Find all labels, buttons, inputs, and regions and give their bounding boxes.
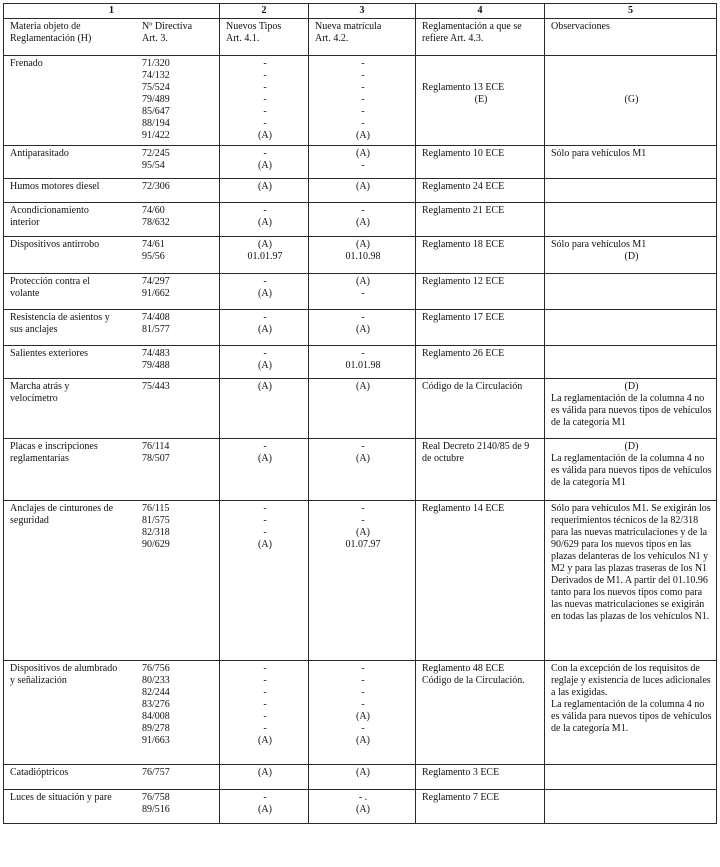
directiva-number: 80/233 xyxy=(142,675,170,686)
directiva-number: 84/008 xyxy=(142,711,170,722)
nuevos-tipos-value: - xyxy=(263,723,267,734)
materia-text: Placas e inscripciones xyxy=(10,441,98,452)
reglamentacion-text: Reglamento 17 ECE xyxy=(422,312,505,323)
reglamentacion-cell xyxy=(416,274,545,310)
header-nueva-matricula-line-1: Nueva matrícula xyxy=(315,21,382,32)
observaciones-text: Sólo para vehículos M1. Se exigirán los requerimientos técnicos de la 82/318 para las nuevas matriculaciones y de la 90/629 para los nuevos tipos en las plazas delanteras de los vehículos N1 y M2 y para las plazas traseras de los N1 Derivados de M1. A partir del 01.10.96 tanto para los nuevos tipos como para las nuevas matriculaciones se exigirán en todas las plazas de los vehículos N1. xyxy=(551,503,711,622)
nuevos-tipos-value: - xyxy=(263,663,267,674)
reglamentacion-text: Reglamento 10 ECE xyxy=(422,148,505,159)
nueva-matricula-cell xyxy=(309,203,416,237)
reglamentacion-cell xyxy=(416,346,545,379)
observaciones-cell xyxy=(545,146,717,179)
reglamentacion-text: Reglamento 21 ECE xyxy=(422,205,505,216)
nueva-matricula-value: - xyxy=(361,288,365,299)
observaciones-text: La reglamentación de la columna 4 no es válida para nuevos tipos de vehículos de la categoría M1. xyxy=(551,699,712,734)
materia-cell xyxy=(4,501,220,661)
nueva-matricula-value: 01.10.98 xyxy=(345,251,381,262)
nueva-matricula-cell xyxy=(309,237,416,274)
observaciones-text xyxy=(551,82,712,94)
nueva-matricula-value: (A) xyxy=(356,324,370,335)
nuevos-tipos-value: (A) xyxy=(258,360,272,371)
directiva-number: 78/507 xyxy=(142,453,170,464)
directiva-number: 81/575 xyxy=(142,515,170,526)
observaciones-text: Con la excepción de los requisitos de reglaje y existencia de luces adicionales a las exigidas. xyxy=(551,663,711,698)
nuevos-tipos-cell xyxy=(220,56,309,146)
nuevos-tipos-cell xyxy=(220,310,309,346)
observaciones-text: La reglamentación de la columna 4 no es válida para nuevos tipos de vehículos de la categoría M1 xyxy=(551,393,712,428)
observaciones-text: Sólo para vehículos M1 xyxy=(551,148,647,159)
materia-cell xyxy=(4,203,220,237)
nueva-matricula-cell xyxy=(309,274,416,310)
materia-text: Antiparasitado xyxy=(10,148,69,159)
materia-text: seguridad xyxy=(10,515,49,526)
observaciones-cell xyxy=(545,501,717,661)
directiva-number: 95/56 xyxy=(142,251,165,262)
directiva-number: 76/114 xyxy=(142,441,170,452)
nueva-matricula-value: - xyxy=(361,70,365,81)
directiva-number: 91/662 xyxy=(142,288,170,299)
directiva-number: 83/276 xyxy=(142,699,170,710)
nuevos-tipos-cell xyxy=(220,203,309,237)
reglamentacion-text: Reglamento 7 ECE xyxy=(422,792,500,803)
directiva-number: 95/54 xyxy=(142,160,165,171)
materia-cell xyxy=(4,379,220,439)
reglamentacion-text: Reglamento 26 ECE xyxy=(422,348,505,359)
nuevos-tipos-value: (A) xyxy=(258,453,272,464)
table-row xyxy=(4,501,717,661)
nuevos-tipos-cell xyxy=(220,439,309,501)
observaciones-cell xyxy=(545,790,717,824)
directiva-number: 78/632 xyxy=(142,217,170,228)
nuevos-tipos-cell xyxy=(220,237,309,274)
nuevos-tipos-value: - xyxy=(263,148,267,159)
nueva-matricula-cell xyxy=(309,661,416,765)
observaciones-cell xyxy=(545,346,717,379)
column-number-row xyxy=(4,4,717,19)
table-row xyxy=(4,179,717,203)
materia-text: sus anclajes xyxy=(10,324,58,335)
nuevos-tipos-value: (A) xyxy=(258,130,272,141)
header-nuevos-tipos-cell xyxy=(220,19,309,56)
materia-text: interior xyxy=(10,217,40,228)
nuevos-tipos-value: - xyxy=(263,503,267,514)
table-row xyxy=(4,765,717,790)
table-row xyxy=(4,379,717,439)
nuevos-tipos-value: - xyxy=(263,699,267,710)
directiva-number: 76/756 xyxy=(142,663,170,674)
table-row xyxy=(4,274,717,310)
nuevos-tipos-value: - xyxy=(263,687,267,698)
nuevos-tipos-value: - xyxy=(263,441,267,452)
nueva-matricula-value: 01.07.97 xyxy=(345,539,381,550)
nuevos-tipos-cell xyxy=(220,146,309,179)
nueva-matricula-value: (A) xyxy=(356,217,370,228)
directiva-number: 90/629 xyxy=(142,539,170,550)
materia-cell xyxy=(4,439,220,501)
directiva-number: 89/516 xyxy=(142,804,170,815)
regulation-table-page xyxy=(3,3,716,824)
table-row xyxy=(4,56,717,146)
directiva-number: 75/443 xyxy=(142,381,170,392)
nueva-matricula-cell xyxy=(309,439,416,501)
directiva-number: 89/278 xyxy=(142,723,170,734)
nueva-matricula-value: (A) xyxy=(356,381,370,392)
nueva-matricula-cell xyxy=(309,179,416,203)
observaciones-cell xyxy=(545,439,717,501)
nueva-matricula-value: - xyxy=(361,441,365,452)
header-materia-line-1: Materia objeto de xyxy=(10,21,81,32)
table-row xyxy=(4,661,717,765)
reglamentacion-cell xyxy=(416,179,545,203)
materia-text: Catadióptricos xyxy=(10,767,69,778)
materia-text: Anclajes de cinturones de xyxy=(10,503,114,514)
reglamentacion-cell xyxy=(416,379,545,439)
nueva-matricula-value: (A) xyxy=(356,276,370,287)
directiva-number: 91/663 xyxy=(142,735,170,746)
directiva-number: 71/320 xyxy=(142,58,170,69)
materia-text: Marcha atrás y xyxy=(10,381,70,392)
reglamentacion-cell xyxy=(416,310,545,346)
directiva-number: 91/422 xyxy=(142,130,170,141)
nueva-matricula-cell xyxy=(309,56,416,146)
column-number-3: 3 xyxy=(309,4,416,19)
directiva-number: 85/647 xyxy=(142,106,170,117)
observaciones-text: (D) xyxy=(624,441,639,452)
reglamentacion-cell xyxy=(416,146,545,179)
reglamentacion-cell xyxy=(416,790,545,824)
reglamentacion-text xyxy=(422,58,540,70)
observaciones-text xyxy=(551,58,712,70)
materia-text: volante xyxy=(10,288,40,299)
column-number-2: 2 xyxy=(220,4,309,19)
nuevos-tipos-cell xyxy=(220,346,309,379)
reglamentacion-text: Reglamento 24 ECE xyxy=(422,181,505,192)
directiva-number: 75/524 xyxy=(142,82,170,93)
reglamentacion-cell xyxy=(416,237,545,274)
header-directiva-line-1: Nº Directiva xyxy=(142,21,193,32)
observaciones-text xyxy=(551,70,712,82)
column-number-5: 5 xyxy=(545,4,717,19)
materia-text: Humos motores diesel xyxy=(10,181,100,192)
nuevos-tipos-value: (A) xyxy=(258,735,272,746)
nueva-matricula-value: - xyxy=(361,82,365,93)
header-nueva-matricula-line-2: Art. 4.2. xyxy=(315,33,349,44)
nuevos-tipos-value: (A) xyxy=(258,288,272,299)
directiva-number: 72/245 xyxy=(142,148,170,159)
reglamentacion-cell xyxy=(416,439,545,501)
table-row xyxy=(4,146,717,179)
reglamentacion-cell xyxy=(416,203,545,237)
nuevos-tipos-value: - xyxy=(263,70,267,81)
nuevos-tipos-cell xyxy=(220,790,309,824)
nueva-matricula-value: - xyxy=(361,699,365,710)
observaciones-cell xyxy=(545,203,717,237)
nueva-matricula-value: - xyxy=(361,160,365,171)
nueva-matricula-value: (A) xyxy=(356,767,370,778)
nueva-matricula-value: (A) xyxy=(356,148,370,159)
nuevos-tipos-value: (A) xyxy=(258,217,272,228)
reglamentacion-text: Código de la Circulación xyxy=(422,381,523,392)
nuevos-tipos-value: - xyxy=(263,276,267,287)
column-number-4: 4 xyxy=(416,4,545,19)
nueva-matricula-cell xyxy=(309,765,416,790)
nueva-matricula-value: (A) xyxy=(356,453,370,464)
nuevos-tipos-cell xyxy=(220,661,309,765)
nuevos-tipos-cell xyxy=(220,274,309,310)
nueva-matricula-value: - xyxy=(361,663,365,674)
nueva-matricula-cell xyxy=(309,310,416,346)
directiva-number: 74/61 xyxy=(142,239,165,250)
nuevos-tipos-value: (A) xyxy=(258,160,272,171)
nueva-matricula-cell xyxy=(309,379,416,439)
header-row xyxy=(4,19,717,56)
reglamentacion-text: Código de la Circulación. xyxy=(422,675,525,686)
observaciones-cell xyxy=(545,765,717,790)
directiva-number: 74/483 xyxy=(142,348,170,359)
directiva-number: 74/297 xyxy=(142,276,170,287)
nueva-matricula-value: - xyxy=(361,205,365,216)
directiva-number: 88/194 xyxy=(142,118,170,129)
nuevos-tipos-value: (A) xyxy=(258,324,272,335)
header-observaciones-cell xyxy=(545,19,717,56)
header-reglamentacion-line-1: Reglamentación a que se xyxy=(422,21,522,32)
materia-text: Dispositivos antirrobo xyxy=(10,239,100,250)
materia-cell xyxy=(4,237,220,274)
header-reglamentacion-line-2: refiere Art. 4.3. xyxy=(422,33,484,44)
nueva-matricula-value: (A) xyxy=(356,804,370,815)
reglamentacion-cell xyxy=(416,56,545,146)
nuevos-tipos-value: - xyxy=(263,205,267,216)
observaciones-cell xyxy=(545,179,717,203)
observaciones-text: Sólo para vehículos M1 xyxy=(551,239,647,250)
nuevos-tipos-value: - xyxy=(263,82,267,93)
header-nuevos-tipos-line-2: Art. 4.1. xyxy=(226,33,260,44)
nueva-matricula-value: - xyxy=(361,348,365,359)
nuevos-tipos-value: (A) xyxy=(258,181,272,192)
header-materia-cell xyxy=(4,19,220,56)
directiva-number: 79/488 xyxy=(142,360,170,371)
nueva-matricula-cell xyxy=(309,501,416,661)
materia-cell xyxy=(4,56,220,146)
reglamentacion-text: Reglamento 12 ECE xyxy=(422,276,505,287)
nuevos-tipos-value: - xyxy=(263,348,267,359)
nueva-matricula-value: (A) xyxy=(356,527,370,538)
observaciones-text: (G) xyxy=(624,94,639,105)
directiva-number: 76/758 xyxy=(142,792,170,803)
materia-cell xyxy=(4,790,220,824)
nuevos-tipos-value: - xyxy=(263,58,267,69)
nueva-matricula-value: - xyxy=(361,58,365,69)
table-row xyxy=(4,203,717,237)
directiva-number: 74/408 xyxy=(142,312,170,323)
reglamentacion-text: de octubre xyxy=(422,453,464,464)
nueva-matricula-value: - xyxy=(361,106,365,117)
nueva-matricula-value: - xyxy=(361,503,365,514)
nueva-matricula-value: - xyxy=(361,723,365,734)
header-materia-line-2: Reglamentación (H) xyxy=(10,33,92,44)
directiva-number: 74/132 xyxy=(142,70,170,81)
nuevos-tipos-value: - xyxy=(263,94,267,105)
reglamentacion-text xyxy=(422,70,540,82)
nuevos-tipos-value: - xyxy=(263,792,267,803)
nuevos-tipos-value: (A) xyxy=(258,239,272,250)
reglamentacion-text: Real Decreto 2140/85 de 9 xyxy=(422,441,530,452)
observaciones-cell xyxy=(545,56,717,146)
reglamentacion-cell xyxy=(416,661,545,765)
observaciones-cell xyxy=(545,274,717,310)
nuevos-tipos-cell xyxy=(220,179,309,203)
directiva-number: 76/115 xyxy=(142,503,170,514)
table-row xyxy=(4,237,717,274)
directiva-number: 81/577 xyxy=(142,324,170,335)
regulation-table xyxy=(3,3,717,824)
materia-text: y señalización xyxy=(10,675,67,686)
header-nueva-matricula-cell xyxy=(309,19,416,56)
nueva-matricula-value: - xyxy=(361,94,365,105)
column-number-1: 1 xyxy=(4,4,220,19)
nuevos-tipos-value: (A) xyxy=(258,381,272,392)
reglamentacion-text: Reglamento 18 ECE xyxy=(422,239,505,250)
reglamentacion-text: Reglamento 48 ECE xyxy=(422,663,505,674)
observaciones-text: (D) xyxy=(624,251,639,262)
materia-text: velocímetro xyxy=(10,393,58,404)
nueva-matricula-value: - xyxy=(361,515,365,526)
materia-text: Frenado xyxy=(10,58,43,69)
nueva-matricula-value: (A) xyxy=(356,181,370,192)
reglamentacion-text: (E) xyxy=(474,94,488,105)
table-row xyxy=(4,310,717,346)
nuevos-tipos-cell xyxy=(220,765,309,790)
materia-text: Protección contra el xyxy=(10,276,90,287)
reglamentacion-cell xyxy=(416,501,545,661)
materia-cell xyxy=(4,146,220,179)
table-row xyxy=(4,346,717,379)
nuevos-tipos-cell xyxy=(220,501,309,661)
directiva-number: 82/318 xyxy=(142,527,170,538)
reglamentacion-text: Reglamento 14 ECE xyxy=(422,503,505,514)
nueva-matricula-cell xyxy=(309,346,416,379)
materia-text: Dispositivos de alumbrado xyxy=(10,663,118,674)
materia-text: Salientes exteriores xyxy=(10,348,89,359)
observaciones-cell xyxy=(545,237,717,274)
directiva-number: 74/60 xyxy=(142,205,165,216)
observaciones-cell xyxy=(545,661,717,765)
nuevos-tipos-value: (A) xyxy=(258,539,272,550)
observaciones-text: (D) xyxy=(624,381,639,392)
observaciones-cell xyxy=(545,310,717,346)
header-nuevos-tipos-line-1: Nuevos Tipos xyxy=(226,21,282,32)
observaciones-cell xyxy=(545,379,717,439)
nuevos-tipos-value: 01.01.97 xyxy=(247,251,283,262)
nuevos-tipos-value: - xyxy=(263,312,267,323)
nueva-matricula-value: - xyxy=(361,118,365,129)
directiva-number: 72/306 xyxy=(142,181,170,192)
header-reglamentacion-cell xyxy=(416,19,545,56)
nueva-matricula-value: (A) xyxy=(356,735,370,746)
nueva-matricula-value: - . xyxy=(358,792,368,803)
header-observaciones-line-1: Observaciones xyxy=(551,21,610,32)
nueva-matricula-value: - xyxy=(361,687,365,698)
nuevos-tipos-value: (A) xyxy=(258,804,272,815)
nueva-matricula-value: - xyxy=(361,675,365,686)
nueva-matricula-cell xyxy=(309,146,416,179)
table-row xyxy=(4,439,717,501)
nuevos-tipos-value: - xyxy=(263,118,267,129)
materia-cell xyxy=(4,310,220,346)
reglamentacion-text: Reglamento 3 ECE xyxy=(422,767,500,778)
observaciones-text: La reglamentación de la columna 4 no es válida para nuevos tipos de vehículos de la categoría M1 xyxy=(551,453,712,488)
nueva-matricula-value: (A) xyxy=(356,130,370,141)
nuevos-tipos-value: - xyxy=(263,711,267,722)
nuevos-tipos-cell xyxy=(220,379,309,439)
nuevos-tipos-value: (A) xyxy=(258,767,272,778)
nueva-matricula-value: 01.01.98 xyxy=(345,360,381,371)
materia-cell xyxy=(4,346,220,379)
nuevos-tipos-value: - xyxy=(263,527,267,538)
directiva-number: 76/757 xyxy=(142,767,170,778)
nuevos-tipos-value: - xyxy=(263,106,267,117)
materia-text: Acondicionamiento xyxy=(10,205,89,216)
materia-text: Luces de situación y pare xyxy=(10,792,112,803)
directiva-number: 79/489 xyxy=(142,94,170,105)
header-directiva-line-2: Art. 3. xyxy=(142,33,168,44)
nueva-matricula-value: - xyxy=(361,312,365,323)
nuevos-tipos-value: - xyxy=(263,675,267,686)
table-row xyxy=(4,790,717,824)
materia-text: Resistencia de asientos y xyxy=(10,312,110,323)
materia-text: reglamentarias xyxy=(10,453,69,464)
nueva-matricula-value: (A) xyxy=(356,711,370,722)
materia-cell xyxy=(4,765,220,790)
materia-cell xyxy=(4,179,220,203)
nueva-matricula-value: (A) xyxy=(356,239,370,250)
materia-cell xyxy=(4,274,220,310)
materia-cell xyxy=(4,661,220,765)
nueva-matricula-cell xyxy=(309,790,416,824)
directiva-number: 82/244 xyxy=(142,687,170,698)
reglamentacion-cell xyxy=(416,765,545,790)
nuevos-tipos-value: - xyxy=(263,515,267,526)
reglamentacion-text: Reglamento 13 ECE xyxy=(422,82,505,93)
